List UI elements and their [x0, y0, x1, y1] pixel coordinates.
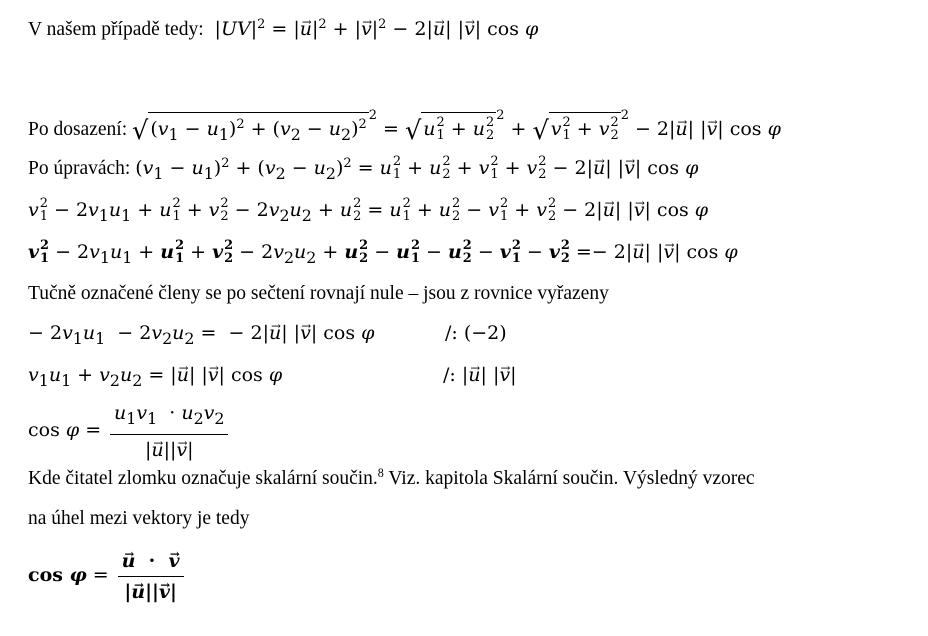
fraction-9 [110, 400, 228, 463]
fraction-9-denominator: |→ u||→ v| [141, 435, 198, 463]
equation-1: $|UV|^2$ = |→ $u|^2$ + |→ $v|^2 - 2|\to u|$ |→ v| cos φ [209, 18, 539, 40]
equation-8: $v_1u_1 + v_2u_2$ = |→ u| |→ v| cos φ [28, 364, 282, 386]
line-4 [28, 197, 708, 229]
equation-2: √ $(v_1 - u_1)^2 + (v_2 - u_2)^{22}$ = √ u 2 1 + u 2 2 $^2$ + √ v 2 1 + v 2 2 $^2$ − 2|→ u| |→ v| cos φ [132, 118, 781, 140]
line-8 [28, 362, 282, 394]
operation-7: /: (−2) [445, 322, 507, 344]
line-11 [28, 506, 249, 532]
line-12: cos φ = → $\frac{u \cdot \to v}{|\to u||\to v|}$ [28, 548, 188, 605]
line-5 [28, 239, 738, 271]
final-lhs: cos φ [28, 563, 87, 586]
equation-3: $(v_1 - u_1)^2 + (v_2 - u_2)^2 = u$ 2 1 + u 2 2 + v 2 1 + v 2 2 − 2|→ u| |→ v| cos φ [135, 157, 698, 179]
final-numerator: → u · → v [118, 548, 184, 577]
line-9 [28, 400, 232, 463]
final-fraction [118, 548, 184, 605]
result-intro-text: na úhel mezi vektory je tedy [28, 508, 250, 529]
equation-4: v 2 1 − $2v_1u_1 + u$ 2 1 + v 2 2 − $2v_2u_2 + u$ 2 2 = u 2 1 + u 2 2 − v 2 1 + v 2 2 − 2|→ u| |→ v| cos φ [28, 199, 708, 221]
chapter-ref-text: Viz. kapitola Skalární součin. Výsledný vzorec [383, 468, 755, 489]
final-denominator: |→ u||→ v| [120, 577, 181, 605]
operation-8: /: |→ u| |→ v| [443, 362, 516, 388]
substitution-text: Po dosazení: [28, 119, 128, 140]
footnote-ref[interactable]: 8 [377, 466, 384, 481]
bold-terms-note: Tučně označené členy se po sečtení rovnají nule – jsou z rovnice vyřazeny [28, 283, 609, 304]
dot-product-text: Kde čitatel zlomku označuje skalární součin. [28, 468, 378, 489]
cos-lhs: cos φ = [28, 418, 102, 441]
line-1 [28, 16, 538, 45]
fraction-9-numerator: $u_1v_1 \cdot u_2v_2$ [110, 400, 228, 435]
line-6 [28, 281, 609, 307]
equation-7: − $2v_1u_1 - 2v_2u_2$ = − 2|→ u| |→ v| cos φ [28, 322, 374, 344]
line-7 [28, 320, 374, 352]
equation-5: v 2 1 − $2v_1u_1 + u$ 2 1 + v 2 2 − $2v_2u_2 + u$ 2 2 − u 2 1 − u 2 2 − v 2 1 − v 2 2 =− 2|→ u| |→ v| cos φ [28, 241, 738, 263]
line-10 [28, 466, 755, 493]
line-3 [28, 155, 698, 187]
simplification-text: Po úpravách: [28, 158, 131, 179]
line-2 [28, 107, 781, 148]
intro-text: V našem případě tedy: [28, 19, 204, 40]
